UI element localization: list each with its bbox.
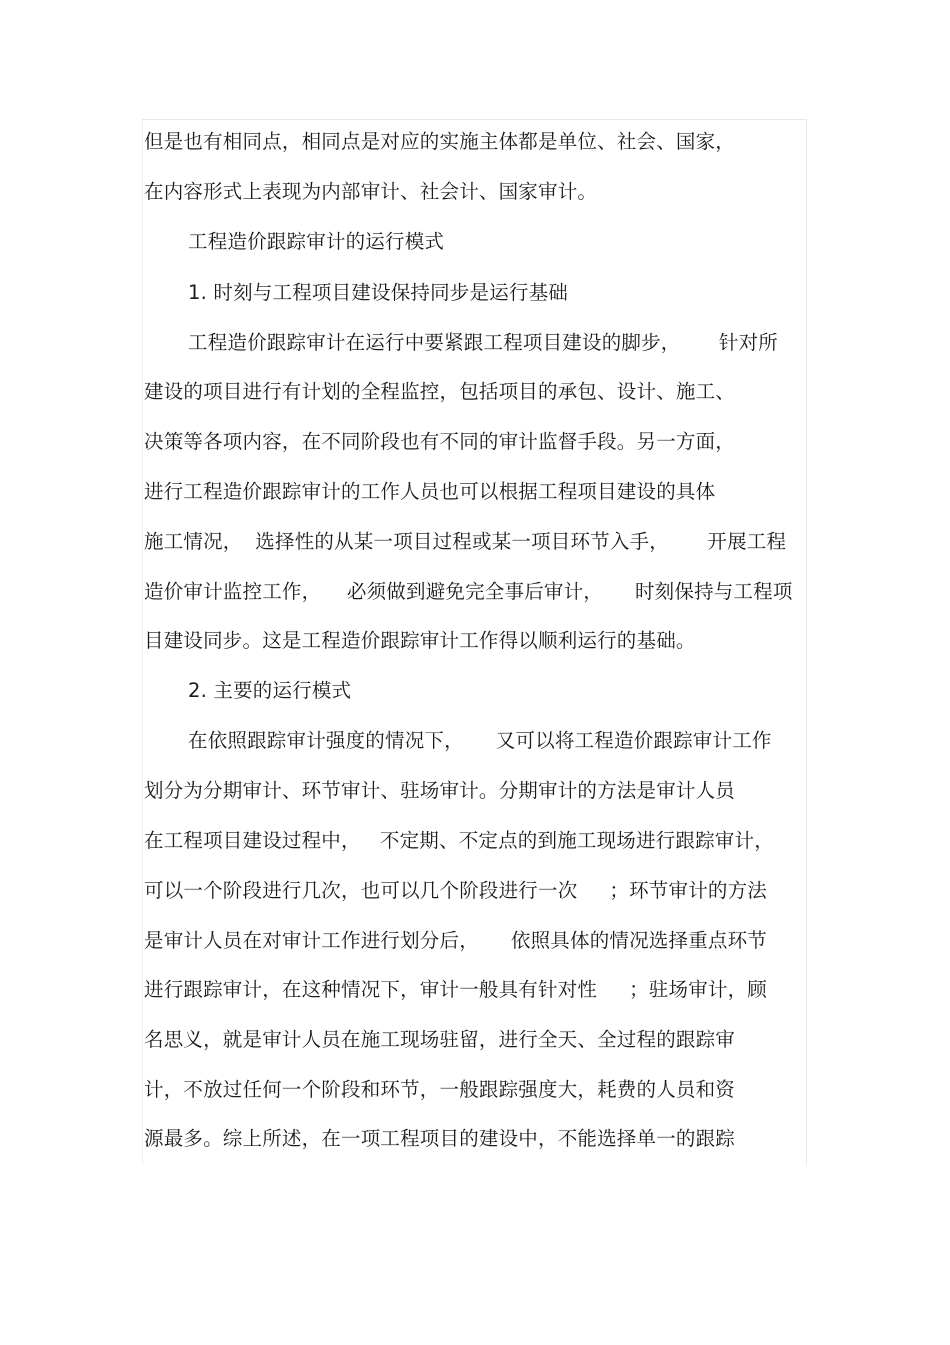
body-text-line: 进行跟踪审计，在这种情况下，审计一般具有针对性 ；驻场审计，顾 — [144, 978, 767, 1001]
body-text-line: 在依照跟踪审计强度的情况下， 又可以将工程造价跟踪审计工作 — [188, 729, 772, 752]
body-text-line: 在工程项目建设过程中， 不定期、不定点的到施工现场进行跟踪审计， — [144, 829, 774, 852]
body-text-line: 划分为分期审计、环节审计、驻场审计。分期审计的方法是审计人员 — [144, 779, 736, 802]
body-text-line: 工程造价跟踪审计在运行中要紧跟工程项目建设的脚步， 针对所 — [188, 331, 778, 354]
body-text-line: 但是也有相同点，相同点是对应的实施主体都是单位、社会、国家， — [144, 130, 736, 153]
body-text-line: 计，不放过任何一个阶段和环节，一般跟踪强度大，耗费的人员和资 — [144, 1078, 736, 1101]
body-text-line: 施工情况， 选择性的从某一项目过程或某一项目环节入手， 开展工程 — [144, 530, 787, 553]
body-text-line: 进行工程造价跟踪审计的工作人员也可以根据工程项目建设的具体 — [144, 480, 716, 503]
body-text-line: 决策等各项内容，在不同阶段也有不同的审计监督手段。另一方面， — [144, 430, 736, 453]
body-text-line: 源最多。综上所述，在一项工程项目的建设中，不能选择单一的跟踪 — [144, 1127, 736, 1150]
body-text-line: 可以一个阶段进行几次，也可以几个阶段进行一次 ；环节审计的方法 — [144, 879, 767, 902]
body-text-line: 造价审计监控工作， 必须做到避免完全事后审计， 时刻保持与工程项 — [144, 580, 793, 603]
section-heading: 工程造价跟踪审计的运行模式 — [188, 230, 445, 253]
body-text-line: 在内容形式上表现为内部审计、社会计、国家审计。 — [144, 180, 598, 203]
body-text-line: 名思义，就是审计人员在施工现场驻留，进行全天、全过程的跟踪审 — [144, 1028, 736, 1051]
subsection-heading-2: 2. 主要的运行模式 — [188, 679, 352, 702]
body-text-line: 目建设同步。这是工程造价跟踪审计工作得以顺利运行的基础。 — [144, 629, 696, 652]
subsection-heading-1: 1. 时刻与工程项目建设保持同步是运行基础 — [188, 281, 569, 304]
body-text-line: 是审计人员在对审计工作进行划分后， 依照具体的情况选择重点环节 — [144, 929, 767, 952]
body-text-line: 建设的项目进行有计划的全程监控，包括项目的承包、设计、施工、 — [144, 380, 736, 403]
